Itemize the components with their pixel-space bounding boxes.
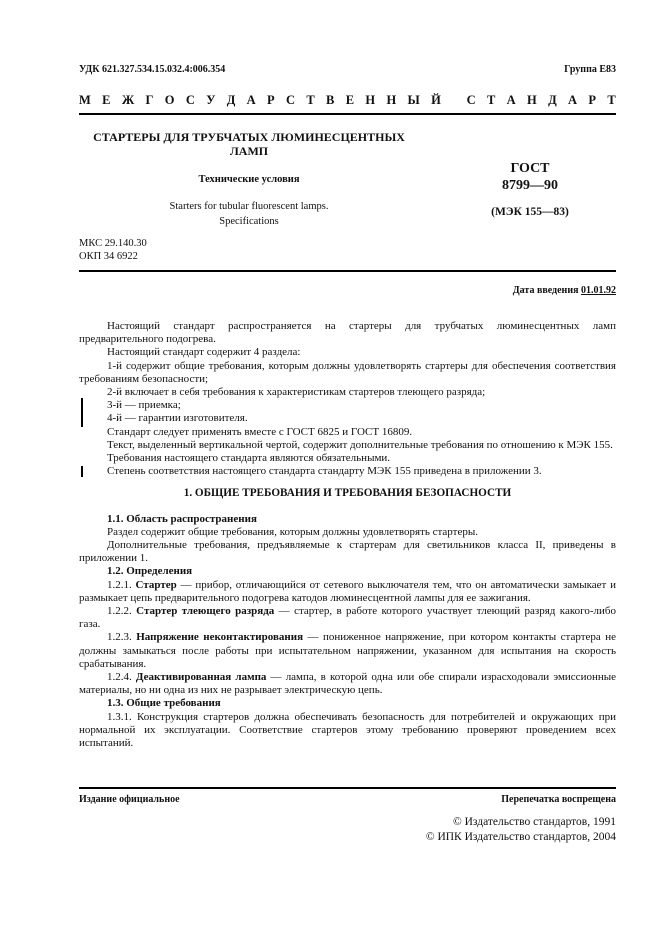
banner-letter: М [79, 93, 91, 107]
banner-letter: Н [527, 93, 537, 107]
paragraph: Степень соответствия настоящего стандарта стандарту МЭК 155 приведена в приложении 3. [107, 465, 542, 478]
term: Стартер [135, 578, 177, 591]
reprint-prohibited-label: Перепечатка воспрещена [501, 794, 616, 805]
paragraph: 1-й содержит общие требования, которым должны удовлетворять стартеры для обеспечения соответствия требованиям безопасности; [79, 359, 616, 385]
gost-designation [470, 160, 590, 194]
banner-letter: Т [486, 93, 496, 107]
banner-letter: Е [102, 93, 111, 107]
clause-number: 1.2.2. [107, 605, 132, 618]
header-line [79, 64, 616, 75]
term: Деактивированная лампа [135, 671, 267, 684]
clause-number: 1.2.3. [107, 631, 132, 644]
paragraph: Раздел содержит общие требования, которым должны удовлетворять стартеры. [107, 525, 478, 538]
paragraph: Требования настоящего стандарта являются обязательными. [107, 452, 391, 465]
definition-text: — стартер, в работе которого участвует тлеющий разряд какого-либо газа. [79, 605, 616, 631]
mek-reference: (МЭК 155—83) [491, 206, 569, 218]
banner-letter: О [164, 93, 175, 107]
document-subtitle: Технические условия [198, 174, 300, 185]
banner-letter: Е [345, 93, 355, 107]
banner-letter [452, 93, 455, 108]
paragraph: Настоящий стандарт распространяется на стартеры для трубчатых люминесцентных ламп предварительного подогрева. [79, 320, 616, 346]
banner-letter: Н [365, 93, 376, 107]
definition [79, 671, 616, 697]
definition-text: — пониженное напряжение, при котором контакты стартера не должны замыкаться после работы при испытательном напряжении, указанном для испытания на скорость срабатывания. [79, 631, 616, 670]
clause-number: 1.2.1. [107, 578, 132, 591]
gost-number: 8799—90 [502, 178, 558, 193]
copyright-2004: © ИПК Издательство стандартов, 2004 [425, 831, 616, 843]
paragraph: Стандарт следует применять вместе с ГОСТ 6825 и ГОСТ 16809. [107, 425, 413, 438]
interstate-standard-banner [79, 93, 616, 108]
section-heading: 1. ОБЩИЕ ТРЕБОВАНИЯ И ТРЕБОВАНИЯ БЕЗОПАСНОСТИ [183, 487, 512, 500]
subsection-title: 1.2. Определения [107, 565, 193, 578]
paragraph: 2-й включает в себя требования к характеристикам стартеров тлеющего разряда; [107, 386, 486, 399]
banner-letter: Г [145, 93, 154, 107]
document-title [79, 130, 419, 158]
official-edition-label: Издание официальное [79, 794, 180, 805]
paragraph: Дополнительные требования, предъявляемые к стартерам для светильников класса II, приведены в приложении 1. [79, 539, 616, 565]
banner-letter: А [506, 93, 516, 107]
banner-letter: Р [588, 93, 597, 107]
english-title-line-1: Starters for tubular fluorescent lamps. [169, 201, 329, 212]
definition-text: — лампа, в которой одна или обе спирали израсходовали эмиссионные материалы, но ни одна из них не разрывает электрическую цепь. [79, 671, 617, 697]
paragraph: 1.3.1. Конструкция стартеров должна обеспечивать безопасность для потребителей и окружающих при нормальной их эксплуатации. Соответствие стартеров этому требованию проверяют проведением всех испытаний. [79, 710, 616, 750]
footer-line [79, 794, 616, 805]
banner-letter: С [185, 93, 195, 107]
bottom-rule [79, 787, 616, 789]
copyright-1991: © Издательство стандартов, 1991 [452, 816, 616, 828]
mks-code: МКС 29.140.30 [79, 238, 147, 249]
paragraph: Текст, выделенный вертикальной чертой, содержит дополнительные требования по отношению к МЭК 155. [107, 438, 613, 451]
banner-letter: С [286, 93, 296, 107]
banner-letter: Н [386, 93, 397, 107]
group-code: Группа Е83 [564, 64, 616, 75]
banner-letter: А [246, 93, 256, 107]
banner-letter: В [326, 93, 335, 107]
document-body [79, 320, 616, 750]
banner-letter: Д [226, 93, 236, 107]
paragraph: Настоящий стандарт содержит 4 раздела: [107, 346, 301, 359]
effective-date [513, 285, 616, 296]
date-value: 01.01.92 [581, 285, 616, 296]
copyright-block [426, 815, 616, 845]
clause-number: 1.2.4. [107, 671, 132, 684]
banner-letter: Ы [407, 93, 420, 107]
subsection-title: 1.1. Область распространения [107, 512, 257, 525]
banner-letter: Т [306, 93, 315, 107]
mid-rule [79, 270, 616, 272]
banner-letter: У [206, 93, 216, 107]
definition-text: — прибор, отличающийся от сетевого выключателя тем, что он автоматически замыкает и размыкает цепь предварительного подогрева катодов люминесцентной лампы для ее зажигания. [79, 578, 617, 604]
banner-letter: С [466, 93, 476, 107]
subsection-title: 1.3. Общие требования [107, 697, 221, 710]
banner-letter: Ж [121, 93, 135, 107]
paragraph: 3-й — приемка; [107, 399, 181, 412]
english-title [79, 199, 419, 229]
classification-codes [79, 237, 147, 263]
term: Напряжение неконтактирования [136, 631, 304, 644]
udk-code: УДК 621.327.534.15.032.4:006.354 [79, 64, 226, 75]
banner-letter: Р [267, 93, 275, 107]
okp-code: ОКП 34 6922 [79, 251, 138, 262]
title-line-1: СТАРТЕРЫ ДЛЯ ТРУБЧАТЫХ ЛЮМИНЕСЦЕНТНЫХ [93, 130, 405, 144]
date-label: Дата введения [512, 285, 579, 296]
top-rule [79, 113, 616, 115]
title-line-2: ЛАМП [229, 144, 269, 158]
term: Стартер тлеющего разряда [136, 605, 275, 618]
english-title-line-2: Specifications [219, 216, 279, 227]
paragraph: 4-й — гарантии изготовителя. [107, 412, 248, 425]
definition [79, 631, 616, 671]
gost-label: ГОСТ [510, 161, 550, 176]
banner-letter: Д [548, 93, 557, 107]
banner-letter: Т [607, 93, 616, 107]
banner-letter: А [568, 93, 578, 107]
definition [79, 605, 616, 631]
banner-letter: Й [431, 93, 441, 107]
definition [79, 579, 616, 605]
